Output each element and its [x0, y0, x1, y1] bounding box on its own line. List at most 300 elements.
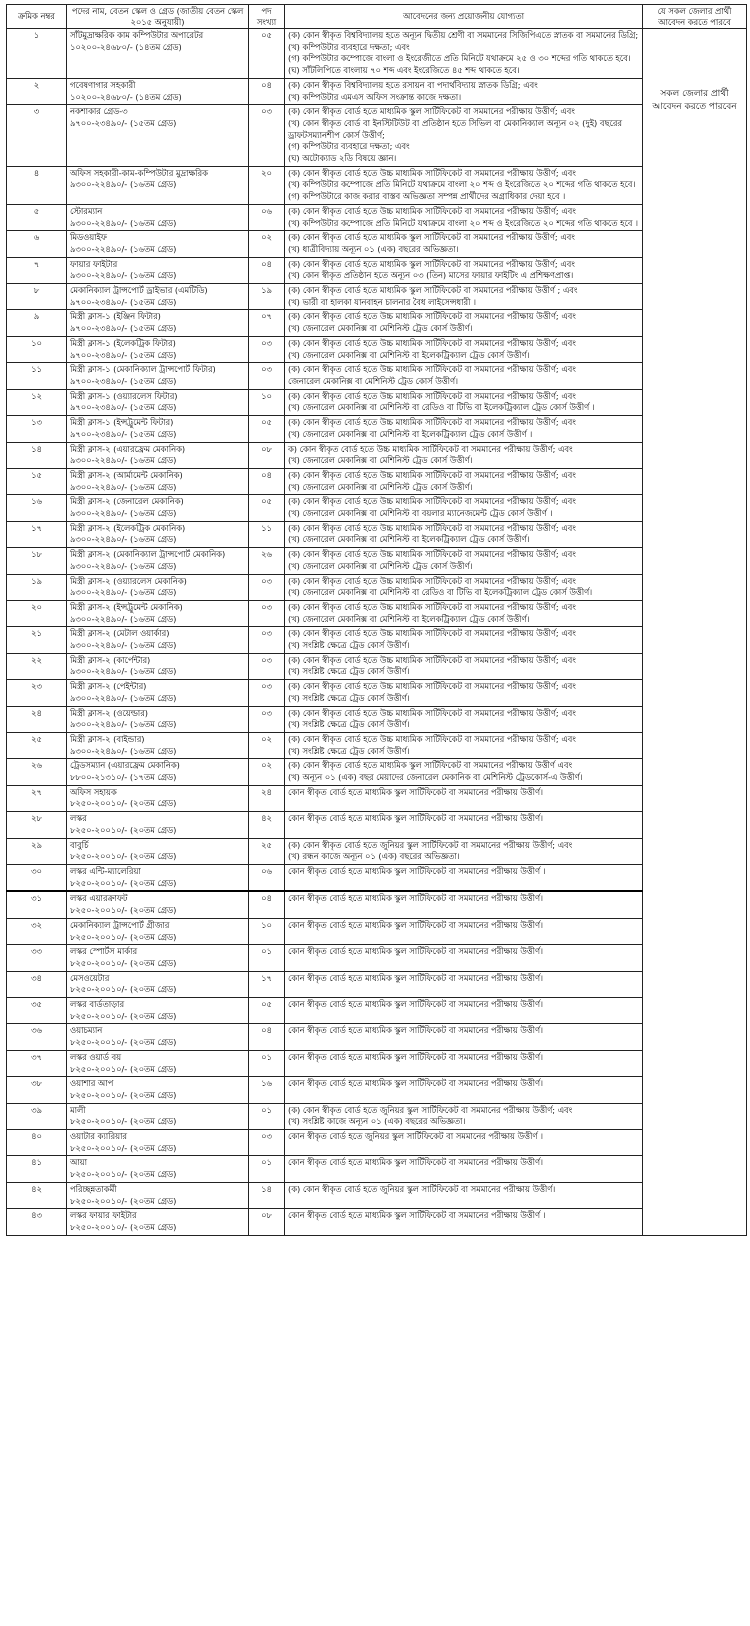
row-post-count: ১০ [249, 918, 285, 944]
row-post-count: ১৯ [249, 284, 285, 310]
pay-scale: ৮২৫০-২০০১০/- (২০তম গ্রেড) [70, 1063, 177, 1074]
row-serial: ১২ [7, 389, 67, 415]
table-row [7, 865, 747, 892]
row-post-cell [67, 574, 249, 600]
row-post-count: ০৮ [249, 1209, 285, 1235]
row-serial: ৩৪ [7, 971, 67, 997]
pay-scale: ৯৩০০-২২৪৯০/- (১৬তম গ্রেড) [70, 666, 177, 677]
qualification-line: (খ) জেনারেল মেকানিক্স বা মেশিনিস্ট বা ইলেকট্রিক্যাল ট্রেড কোর্স উত্তীর্ণ। [288, 349, 530, 360]
row-post-cell [67, 284, 249, 310]
pay-scale: ৯৭০০-২৩৪৯০/- (১৫তম গ্রেড) [70, 117, 177, 128]
row-post-count: ১৬ [249, 1077, 285, 1103]
header-serial: ক্রমিক নম্বর [7, 5, 67, 29]
row-qualification [285, 759, 643, 785]
table-row [7, 548, 747, 574]
qualification-line: (ক) কোন স্বীকৃত বোর্ড হতে মাধ্যমিক স্কুল সার্টিফিকেট বা সমমানের পরীক্ষায় উত্তীর্ণ; এবং [288, 106, 575, 117]
post-title: মিস্ত্রী ক্লাস-২ (ইলেকট্রিক মেকানিক) [70, 522, 186, 533]
qualification-line: (খ) ভারী বা হালকা যানবাহন চালনার বৈধ লাইসেন্সধারী । [288, 296, 477, 307]
row-post-cell [67, 29, 249, 79]
pay-scale: ৯৩০০-২২৪৯০/- (১৬তম গ্রেড) [70, 243, 177, 254]
post-title: সাঁটমুদ্রাক্ষরিক কাম কম্পিউটার অপারেটর [70, 30, 204, 40]
qualification-line: কোন স্বীকৃত বোর্ড হতে মাধ্যমিক স্কুল সার্টিফিকেট বা সমমানের পরীক্ষায় উত্তীর্ণ। [288, 999, 543, 1010]
table-row [7, 521, 747, 547]
row-serial: ৫ [7, 204, 67, 230]
row-qualification [285, 838, 643, 864]
table-row [7, 468, 747, 494]
pay-scale: ৯৩০০-২২৪৯০/- (১৬তম গ্রেড) [70, 508, 177, 519]
post-title: মিস্ত্রী ক্লাস-২ (কার্পেন্টার) [70, 654, 151, 665]
qualification-line: (ঘ) অটোক্যাড ২ডি বিষয়ে জ্ঞান। [288, 153, 397, 164]
row-serial: ২৯ [7, 838, 67, 864]
table-row [7, 971, 747, 997]
qualification-line: (খ) জেনারেল মেকানিক্স বা মেশিনিস্ট বা বয়লার ম্যানেজমেন্ট ট্রেড কোর্স উত্তীর্ণ । [288, 508, 553, 519]
row-post-cell [67, 257, 249, 283]
qualification-line: কোন স্বীকৃত বোর্ড হতে মাধ্যমিক স্কুল সার্টিফিকেট বা সমমানের পরীক্ষায় উত্তীর্ণ। [288, 893, 543, 904]
row-qualification [285, 521, 643, 547]
pay-scale: ৯৩০০-২২৪৯০/- (১৬তম গ্রেড) [70, 481, 177, 492]
post-title: গবেষণাগার সহকারী [70, 79, 136, 90]
table-row [7, 105, 747, 167]
row-qualification [285, 1024, 643, 1050]
table-row [7, 336, 747, 362]
pay-scale: ৯৭০০-২৩৪৯০/- (১৫তম গ্রেড) [70, 323, 177, 334]
qualification-line: (খ) সংশ্লিষ্ট ক্ষেত্রে ট্রেড কোর্স উত্তীর্ণ। [288, 692, 410, 703]
pay-scale: ৮২৫০-২০০১০/- (২০তম গ্রেড) [70, 1089, 177, 1100]
pay-scale: ৮২৫০-২০০১০/- (২০তম গ্রেড) [70, 877, 177, 888]
pay-scale: ৮২৫০-২০০১০/- (২০তম গ্রেড) [70, 1010, 177, 1021]
row-post-count: ০৫ [249, 495, 285, 521]
row-qualification [285, 1050, 643, 1076]
row-post-cell [67, 785, 249, 811]
table-row [7, 1024, 747, 1050]
pay-scale: ৯৩০০-২২৪৯০/- (১৬তম গ্রেড) [70, 455, 177, 466]
row-serial: ৪০ [7, 1130, 67, 1156]
post-title: মিস্ত্রী ক্লাস-২ (জেনারেল মেকানিক) [70, 496, 184, 507]
row-serial: ২০ [7, 600, 67, 626]
row-qualification [285, 1130, 643, 1156]
pay-scale: ৮২৫০-২০০১০/- (২০তম গ্রেড) [70, 957, 177, 968]
row-serial: ২ [7, 78, 67, 104]
qualification-line: (ক) কোন স্বীকৃত বোর্ড হতে উচ্চ মাধ্যমিক সার্টিফিকেট বা সমমানের পরীক্ষায় উত্তীর্ণ; এবং [288, 311, 576, 322]
post-title: বাবুর্চি [70, 839, 89, 850]
row-serial: ৩৬ [7, 1024, 67, 1050]
row-serial: ১১ [7, 363, 67, 389]
row-post-count: ০১ [249, 1050, 285, 1076]
table-row [7, 838, 747, 864]
table-row [7, 257, 747, 283]
qualification-line: (ঘ) সাঁটলিপিতে বাংলায় ৭০ শব্দ এবং ইংরেজিতে ৪৫ শব্দ থাকতে হবে। [288, 65, 520, 76]
qualification-line: (ক) কোন স্বীকৃত বিশ্ববিদ্যালয় হতে রসায়ন বা পদার্থবিদ্যায় স্নাতক ডিগ্রি; এবং [288, 79, 538, 90]
row-serial: ২৪ [7, 706, 67, 732]
qualification-line: (খ) জেনারেল মেকানিক্স বা মেশিনিস্ট ট্রেড কোর্স উত্তীর্ণ। [288, 455, 473, 466]
row-post-count: ০৬ [249, 865, 285, 892]
row-post-count: ০৩ [249, 105, 285, 167]
row-post-cell [67, 838, 249, 864]
table-row [7, 1077, 747, 1103]
qualification-line: (খ) ধাত্রীবিদ্যায় অন্যূন ০১ (এক) বছরের অভিজ্ঞতা। [288, 243, 459, 254]
table-row [7, 918, 747, 944]
row-serial: ১ [7, 29, 67, 79]
pay-scale: ৯৩০০-২২৪৯০/- (১৬তম গ্রেড) [70, 534, 177, 545]
row-post-count: ০২ [249, 732, 285, 758]
row-post-count: ০৩ [249, 574, 285, 600]
table-row [7, 732, 747, 758]
table-body [7, 29, 747, 1236]
pay-scale: ৯৩০০-২২৪৯০/- (১৬তম গ্রেড) [70, 587, 177, 598]
row-qualification [285, 706, 643, 732]
qualification-line: (ক) কোন স্বীকৃত বোর্ড হতে উচ্চ মাধ্যমিক সার্টিফিকেট বা সমমানের পরীক্ষায় উত্তীর্ণ; এবং [288, 707, 576, 718]
row-serial: ৩৩ [7, 945, 67, 971]
row-post-count: ০৩ [249, 336, 285, 362]
post-title: লস্কর স্পোর্টস মার্কার [70, 946, 138, 957]
qualification-line: (ক) কোন স্বীকৃত বিশ্ববিদ্যালয় হতে অন্যূন দ্বিতীয় শ্রেণী বা সমমানের সিজিপিএতে স্নাতক বা সমমানের ডিগ্রি; [288, 30, 639, 40]
row-post-cell [67, 416, 249, 442]
qualification-line: কোন স্বীকৃত বোর্ড হতে মাধ্যমিক স্কুল সার্টিফিকেট বা সমমানের পরীক্ষায় উত্তীর্ণ । [288, 866, 546, 876]
pay-scale: ৮২৫০-২০০১০/- (২০তম গ্রেড) [70, 824, 177, 835]
row-post-cell [67, 548, 249, 574]
row-post-count: ০৫ [249, 998, 285, 1024]
row-post-cell [67, 442, 249, 468]
row-post-cell [67, 627, 249, 653]
table-row [7, 653, 747, 679]
pay-scale: ৯৩০০-২২৪৯০/- (১৬তম গ্রেড) [70, 719, 177, 730]
post-title: অফিস সহকারী-কাম-কম্পিউটার মুদ্রাক্ষরিক [70, 167, 208, 178]
table-row [7, 759, 747, 785]
district-eligibility-note: সকল জেলার প্রার্থী আবেদন করতে পারবেন [652, 89, 737, 112]
row-qualification [285, 1077, 643, 1103]
qualification-line: জেনারেল মেকানিক্স বা মেশিনিস্ট ট্রেড কোর্স উত্তীর্ণ। [288, 375, 458, 386]
table-row [7, 1209, 747, 1235]
pay-scale: ১০২০০-২৪৬৮০/- (১৪তম গ্রেড) [70, 91, 182, 102]
row-post-count: ২৪ [249, 785, 285, 811]
row-post-cell [67, 1182, 249, 1208]
post-title: স্টোরম্যান [70, 205, 103, 216]
qualification-line: (খ) কম্পিউটার কম্পোজে প্রতি মিনিটে যথাক্রমে বাংলা ২০ শব্দ ও ইংরেজিতে ২০ শব্দের গতি থাকতে হবে । [288, 217, 639, 228]
row-serial: ১৭ [7, 521, 67, 547]
row-serial: ৪২ [7, 1182, 67, 1208]
qualification-line: (খ) জেনারেল মেকানিক্স বা মেশিনিস্ট ট্রেড কোর্স উত্তীর্ণ। [288, 323, 473, 334]
row-post-count: ০৩ [249, 680, 285, 706]
row-qualification [285, 680, 643, 706]
row-qualification [285, 971, 643, 997]
row-post-cell [67, 1077, 249, 1103]
row-post-count: ১৭ [249, 971, 285, 997]
row-qualification [285, 166, 643, 204]
row-serial: ২৮ [7, 812, 67, 838]
table-row [7, 1103, 747, 1129]
qualification-line: (ক) কোন স্বীকৃত বোর্ড হতে উচ্চ মাধ্যমিক সার্টিফিকেট বা সমমানের পরীক্ষায় উত্তীর্ণ; এবং [288, 628, 576, 639]
qualification-line: (খ) রন্ধন কাজে অন্যূন ০১ (এক) বছরের অভিজ্ঞতা। [288, 851, 460, 862]
qualification-line: (ক) কোন স্বীকৃত বোর্ড হতে উচ্চ মাধ্যমিক সার্টিফিকেট বা সমমানের পরীক্ষায় উত্তীর্ণ; এবং [288, 496, 576, 507]
row-serial: ২৫ [7, 732, 67, 758]
qualification-line: (ক) কোন স্বীকৃত বোর্ড হতে উচ্চ মাধ্যমিক সার্টিফিকেট বা সমমানের পরীক্ষায় উত্তীর্ণ; এবং [288, 390, 576, 401]
qualification-line: (গ) কম্পিউটার কম্পোজে বাংলা ও ইংরেজীতে প্রতি মিনিটে যথাক্রমে ২৫ ও ৩০ শব্দের গতি থাকতে হবে। [288, 53, 631, 64]
table-row [7, 600, 747, 626]
row-post-cell [67, 336, 249, 362]
row-post-cell [67, 468, 249, 494]
table-row [7, 416, 747, 442]
pay-scale: ৮২৫০-২০০১০/- (২০তম গ্রেড) [70, 1195, 177, 1206]
row-post-cell [67, 918, 249, 944]
table-row [7, 166, 747, 204]
qualification-line: (খ) জেনারেল মেকানিক্স বা মেশিনিস্ট বা ইলেকট্রিক্যাল ট্রেড কোর্স উত্তীর্ণ। [288, 534, 530, 545]
post-title: পরিচ্ছন্নতাকর্মী [70, 1183, 117, 1194]
row-qualification [285, 891, 643, 918]
row-serial: ৩৮ [7, 1077, 67, 1103]
row-serial: ৩ [7, 105, 67, 167]
pay-scale: ৯৩০০-২২৪৯০/- (১৬তম গ্রেড) [70, 217, 177, 228]
post-title: অফিস সহায়ক [70, 786, 117, 797]
pay-scale: ৮২৫০-২০০১০/- (২০তম গ্রেড) [70, 1037, 177, 1048]
row-post-count: ০৩ [249, 363, 285, 389]
qualification-line: (ক) কোন স্বীকৃত বোর্ড হতে উচ্চ মাধ্যমিক সার্টিফিকেট বা সমমানের পরীক্ষায় উত্তীর্ণ; এবং [288, 205, 576, 216]
table-row [7, 1050, 747, 1076]
post-title: মিস্ত্রী ক্লাস-১ (ওয়্যারলেস ফিটার) [70, 390, 178, 401]
row-serial: ২২ [7, 653, 67, 679]
post-title: মেসওয়েটার [70, 972, 110, 983]
row-serial: ৪৩ [7, 1209, 67, 1235]
post-title: মিস্ত্রী ক্লাস-২ (ওয়েল্ডার) [70, 707, 149, 718]
post-title: মিস্ত্রী ক্লাস-২ (ইন্সট্রুমেন্ট মেকানিক) [70, 601, 183, 612]
row-post-cell [67, 521, 249, 547]
post-title: মিস্ত্রী ক্লাস-২ (ওয়্যারলেস মেকানিক) [70, 575, 187, 586]
pay-scale: ৯৭০০-২৩৪৯০/- (১৫তম গ্রেড) [70, 402, 177, 413]
post-title: মিস্ত্রী ক্লাস-১ (ইলেকট্রিক ফিটার) [70, 337, 176, 348]
row-serial: ৩১ [7, 891, 67, 918]
row-qualification [285, 105, 643, 167]
qualification-line: (ক) কোন স্বীকৃত বোর্ড হতে উচ্চ মাধ্যমিক সার্টিফিকেট বা সমমানের পরীক্ষায় উত্তীর্ণ; এবং [288, 681, 576, 692]
row-post-count: ০১ [249, 1156, 285, 1182]
qualification-line: কোন স্বীকৃত বোর্ড হতে মাধ্যমিক স্কুল সার্টিফিকেট বা সমমানের পরীক্ষায় উত্তীর্ণ। [288, 919, 543, 930]
row-post-cell [67, 971, 249, 997]
row-qualification [285, 998, 643, 1024]
qualification-line: (খ) কোন স্বীকৃত প্রতিষ্ঠান হতে অন্যূন ০৩ (তিন) মাসের ফায়ার ফাইটিং এ প্রশিক্ষণপ্রাপ্ত। [288, 270, 574, 281]
row-post-cell [67, 680, 249, 706]
pay-scale: ৮২৫০-২০০১০/- (২০তম গ্রেড) [70, 798, 177, 809]
row-post-count: ০৩ [249, 706, 285, 732]
row-post-cell [67, 653, 249, 679]
post-title: লস্কর বার্ডতাড়ার [70, 999, 125, 1010]
row-qualification [285, 1209, 643, 1235]
post-title: ওয়াশার আপ [70, 1078, 114, 1089]
qualification-line: (ক) কোন স্বীকৃত বোর্ড হতে উচ্চ মাধ্যমিক সার্টিফিকেট বা সমমানের পরীক্ষায় উত্তীর্ণ; এবং [288, 364, 576, 375]
post-title: মিস্ত্রী ক্লাস-২ (মেটাল ওয়ার্কার) [70, 628, 170, 639]
pay-scale: ৯৭০০-২৩৪৯০/- (১৫তম গ্রেড) [70, 375, 177, 386]
row-post-count: ০৬ [249, 204, 285, 230]
row-post-count: ১৪ [249, 1182, 285, 1208]
row-serial: ৮ [7, 284, 67, 310]
post-title: লস্কর [70, 813, 87, 824]
qualification-line: (ক) কোন স্বীকৃত বোর্ড হতে উচ্চ মাধ্যমিক সার্টিফিকেট বা সমমানের পরীক্ষায় উত্তীর্ণ; এবং [288, 417, 576, 428]
qualification-line: (ক) কোন স্বীকৃত বোর্ড হতে জুনিয়র স্কুল সার্টিফিকেট বা সমমানের পরীক্ষায় উত্তীর্ণ। [288, 1183, 556, 1194]
header-qualification: আবেদনের জন্য প্রয়োজনীয় যোগ্যতা [285, 5, 643, 29]
pay-scale: ৮৮০০-২১৩১০/- (১৭তম গ্রেড) [70, 772, 177, 783]
row-post-count: ২৬ [249, 548, 285, 574]
qualification-line: (খ) কম্পিউটার কম্পোজে প্রতি মিনিটে যথাক্রমে বাংলা ২০ শব্দ ও ইংরেজিতে ২০ শব্দের গতি থাকতে হবে। [288, 179, 636, 190]
row-post-count: ২৫ [249, 838, 285, 864]
qualification-line: কোন স্বীকৃত বোর্ড হতে মাধ্যমিক স্কুল সার্টিফিকেট বা সমমানের পরীক্ষায় উত্তীর্ণ। [288, 1078, 543, 1089]
row-post-cell [67, 706, 249, 732]
qualification-line: (ক) কোন স্বীকৃত বোর্ড হতে উচ্চ মাধ্যমিক সার্টিফিকেট বা সমমানের পরীক্ষায় উত্তীর্ণ; এবং [288, 522, 576, 533]
post-title: মিস্ত্রী ক্লাস-২ (আর্মামেন্ট মেকানিক) [70, 469, 183, 480]
header-district: যে সকল জেলার প্রার্থী আবেদন করতে পারবে [643, 5, 747, 29]
row-post-count: ০৩ [249, 653, 285, 679]
row-qualification [285, 812, 643, 838]
post-title: ওয়াচম্যান [70, 1025, 103, 1036]
row-post-count: ০৪ [249, 257, 285, 283]
table-row [7, 363, 747, 389]
row-post-count: ০১ [249, 945, 285, 971]
row-serial: ৩৭ [7, 1050, 67, 1076]
row-qualification [285, 389, 643, 415]
row-qualification [285, 468, 643, 494]
post-title: মিস্ত্রী ক্লাস-১ (ইন্সট্রুমেন্ট ফিটার) [70, 417, 174, 428]
pay-scale: ৮২৫০-২০০১০/- (২০তম গ্রেড) [70, 1169, 177, 1180]
post-title: লস্কর ওয়ার্ড বয় [70, 1051, 122, 1062]
row-serial: ৩৯ [7, 1103, 67, 1129]
post-title: মিস্ত্রী ক্লাস-১ (ইঞ্জিন ফিটার) [70, 311, 161, 322]
row-post-cell [67, 78, 249, 104]
qualification-line: (ক) কোন স্বীকৃত বোর্ড হতে মাধ্যমিক স্কুল সার্টিফিকেট বা সমমানের পরীক্ষায় উত্তীর্ণ; এবং [288, 258, 575, 269]
row-qualification [285, 1156, 643, 1182]
post-title: মিস্ত্রী ক্লাস-২ (পেইন্টার) [70, 681, 147, 692]
table-header-row [7, 5, 747, 29]
pay-scale: ৮২৫০-২০০১০/- (২০তম গ্রেড) [70, 1116, 177, 1127]
row-post-count: ১১ [249, 521, 285, 547]
pay-scale: ৯৩০০-২২৪৯০/- (১৬তম গ্রেড) [70, 613, 177, 624]
row-qualification [285, 363, 643, 389]
row-serial: ২৭ [7, 785, 67, 811]
row-post-cell [67, 1024, 249, 1050]
qualification-line: কোন স্বীকৃত বোর্ড হতে মাধ্যমিক স্কুল সার্টিফিকেট বা সমমানের পরীক্ষায় উত্তীর্ণ। [288, 946, 543, 957]
table-row [7, 812, 747, 838]
row-post-count: ২০ [249, 166, 285, 204]
row-post-cell [67, 231, 249, 257]
qualification-line: (ক) কোন স্বীকৃত বোর্ড হতে উচ্চ মাধ্যমিক সার্টিফিকেট বা সমমানের পরীক্ষায় উত্তীর্ণ; এবং [288, 733, 576, 744]
qualification-line: (ক) কোন স্বীকৃত বোর্ড হতে উচ্চ মাধ্যমিক সার্টিফিকেট বা সমমানের পরীক্ষায় উত্তীর্ণ; এবং [288, 167, 576, 178]
row-post-count: ০৪ [249, 1024, 285, 1050]
row-post-count: ৪২ [249, 812, 285, 838]
row-qualification [285, 1103, 643, 1129]
qualification-line: (খ) জেনারেল মেকানিক্স বা মেশিনিস্ট বা ইলেকট্রিক্যাল ট্রেড কোর্স উত্তীর্ণ । [288, 428, 533, 439]
qualification-line: কোন স্বীকৃত বোর্ড হতে মাধ্যমিক স্কুল সার্টিফিকেট বা সমমানের পরীক্ষায় উত্তীর্ণ। [288, 1051, 543, 1062]
qualification-line: কোন স্বীকৃত বোর্ড হতে মাধ্যমিক স্কুল সার্টিফিকেট বা সমমানের পরীক্ষায় উত্তীর্ণ। [288, 1157, 543, 1168]
table-row [7, 495, 747, 521]
row-qualification [285, 785, 643, 811]
row-post-count: ০৪ [249, 78, 285, 104]
table-row [7, 627, 747, 653]
post-title: মিস্ত্রী ক্লাস-২ (মেকানিক্যাল ট্রান্সপোর্ট মেকানিক) [70, 549, 226, 560]
qualification-line: (গ) কম্পিউটারে কাজ করার বাস্তব অভিজ্ঞতা সম্পন্ন প্রার্থীদের অগ্রাধিকার দেয়া হবে । [288, 191, 566, 202]
qualification-line: কোন স্বীকৃত বোর্ড হতে জুনিয়র স্কুল সার্টিফিকেট বা সমমানের পরীক্ষায় উত্তীর্ণ । [288, 1131, 543, 1142]
table-row [7, 1130, 747, 1156]
pay-scale: ৮২৫০-২০০১০/- (২০তম গ্রেড) [70, 1142, 177, 1153]
pay-scale: ৯৭০০-২৩৪৯০/- (১৫তম গ্রেড) [70, 349, 177, 360]
table-row [7, 680, 747, 706]
row-post-count: ০৪ [249, 468, 285, 494]
qualification-line: (ক) কোন স্বীকৃত বোর্ড হতে মাধ্যমিক স্কুল সার্টিফিকেট বা সমমানের পরীক্ষায় উত্তীর্ণ এবং [288, 760, 573, 771]
pay-scale: ৮২৫০-২০০১০/- (২০তম গ্রেড) [70, 1221, 177, 1232]
row-qualification [285, 653, 643, 679]
row-serial: ৩৫ [7, 998, 67, 1024]
row-post-cell [67, 310, 249, 336]
qualification-line: (গ) কম্পিউটার ব্যবহারে দক্ষতা; এবং [288, 141, 410, 152]
row-serial: ৩০ [7, 865, 67, 892]
qualification-line: (ক) কোন স্বীকৃত বোর্ড হতে উচ্চ মাধ্যমিক সার্টিফিকেট বা সমমানের পরীক্ষায় উত্তীর্ণ; এবং [288, 575, 576, 586]
row-post-cell [67, 1050, 249, 1076]
qualification-line: (খ) সংশ্লিষ্ট কাজে অন্যূন ০১ (এক) বছরের অভিজ্ঞতা। [288, 1116, 466, 1127]
row-post-cell [67, 204, 249, 230]
row-post-cell [67, 865, 249, 892]
qualification-line: (খ) সংশ্লিষ্ট ক্ষেত্রে ট্রেড কোর্স উত্তীর্ণ। [288, 719, 410, 730]
pay-scale: ৮২৫০-২০০১০/- (২০তম গ্রেড) [70, 931, 177, 942]
row-post-count: ১০ [249, 389, 285, 415]
row-post-cell [67, 998, 249, 1024]
qualification-line: (খ) অন্যূন ০১ (এক) বছর মেয়াদের জেনারেল মেকানিক বা মেশিনিস্ট ট্রেডকোর্স-এ উত্তীর্ণ। [288, 772, 583, 783]
qualification-line: (খ) জেনারেল মেকানিক্স বা মেশিনিস্ট বা রেডিও বা টিভি বা ইলেকট্রিক্যাল ট্রেড কোর্স উত্তীর্ণ । [288, 402, 595, 413]
row-post-cell [67, 600, 249, 626]
qualification-line: ক) কোন স্বীকৃত বোর্ড হতে উচ্চ মাধ্যমিক সার্টিফিকেট বা সমমানের পরীক্ষায় উত্তীর্ণ; এবং [288, 443, 573, 454]
post-title: লস্কর এন্টি-ম্যালেরিয়া [70, 866, 141, 876]
table-row [7, 284, 747, 310]
row-qualification [285, 574, 643, 600]
row-post-count: ০২ [249, 231, 285, 257]
table-row [7, 945, 747, 971]
pay-scale: ৯৩০০-২২৪৯০/- (১৬তম গ্রেড) [70, 179, 177, 190]
table-row [7, 204, 747, 230]
table-row [7, 891, 747, 918]
row-serial: ৭ [7, 257, 67, 283]
qualification-line: (খ) কোন স্বীকৃত বোর্ড বা ইনস্টিটিউট বা প্রতিষ্ঠান হতে সিভিল বা মেকানিক্যাল অন্যূন ০২ (দুই) বছরের ড্রাফটসম্যানশীপ কোর্স উত্তীর্ণ; [288, 117, 622, 140]
qualification-line: (ক) কোন স্বীকৃত বোর্ড হতে উচ্চ মাধ্যমিক সার্টিফিকেট বা সমমানের পরীক্ষায় উত্তীর্ণ; এবং [288, 654, 576, 665]
row-qualification [285, 78, 643, 104]
qualification-line: (ক) কোন স্বীকৃত বোর্ড হতে উচ্চ মাধ্যমিক সার্টিফিকেট বা সমমানের পরীক্ষায় উত্তীর্ণ; এবং [288, 337, 576, 348]
row-qualification [285, 600, 643, 626]
row-serial: ২৩ [7, 680, 67, 706]
table-row [7, 231, 747, 257]
row-post-count: ০১ [249, 1103, 285, 1129]
row-post-count: ০২ [249, 759, 285, 785]
header-post-count: পদ সংখ্যা [249, 5, 285, 29]
row-qualification [285, 865, 643, 892]
pay-scale: ৯৩০০-২২৪৯০/- (১৬তম গ্রেড) [70, 692, 177, 703]
qualification-line: কোন স্বীকৃত বোর্ড হতে মাধ্যমিক স্কুল সার্টিফিকেট বা সমমানের পরীক্ষায় উত্তীর্ণ। [288, 1025, 543, 1036]
row-post-cell [67, 105, 249, 167]
row-qualification [285, 1182, 643, 1208]
row-qualification [285, 204, 643, 230]
pay-scale: ৮২৫০-২০০১০/- (২০তম গ্রেড) [70, 984, 177, 995]
row-qualification [285, 442, 643, 468]
row-post-count: ০৮ [249, 442, 285, 468]
pay-scale: ৮২৫০-২০০১০/- (২০তম গ্রেড) [70, 851, 177, 862]
qualification-line: (খ) সংশ্লিষ্ট ক্ষেত্রে ট্রেড কোর্স উত্তীর্ণ। [288, 666, 410, 677]
row-serial: ১৫ [7, 468, 67, 494]
post-title: ট্রেডসম্যান (এয়ারফ্রেম মেকানিক) [70, 760, 180, 771]
row-serial: ৪১ [7, 1156, 67, 1182]
row-serial: ৬ [7, 231, 67, 257]
row-qualification [285, 310, 643, 336]
row-serial: ১৯ [7, 574, 67, 600]
table-row [7, 29, 747, 79]
row-qualification [285, 284, 643, 310]
table-row [7, 389, 747, 415]
row-post-count: ০৪ [249, 891, 285, 918]
row-qualification [285, 627, 643, 653]
row-qualification [285, 29, 643, 79]
qualification-line: কোন স্বীকৃত বোর্ড হতে মাধ্যমিক স্কুল সার্টিফিকেট বা সমমানের পরীক্ষায় উত্তীর্ণ । [288, 1210, 546, 1221]
qualification-line: (ক) কোন স্বীকৃত বোর্ড হতে জুনিয়র স্কুল সার্টিফিকেট বা সমমানের পরীক্ষায় উত্তীর্ণ; এবং [288, 1104, 573, 1115]
row-post-cell [67, 495, 249, 521]
